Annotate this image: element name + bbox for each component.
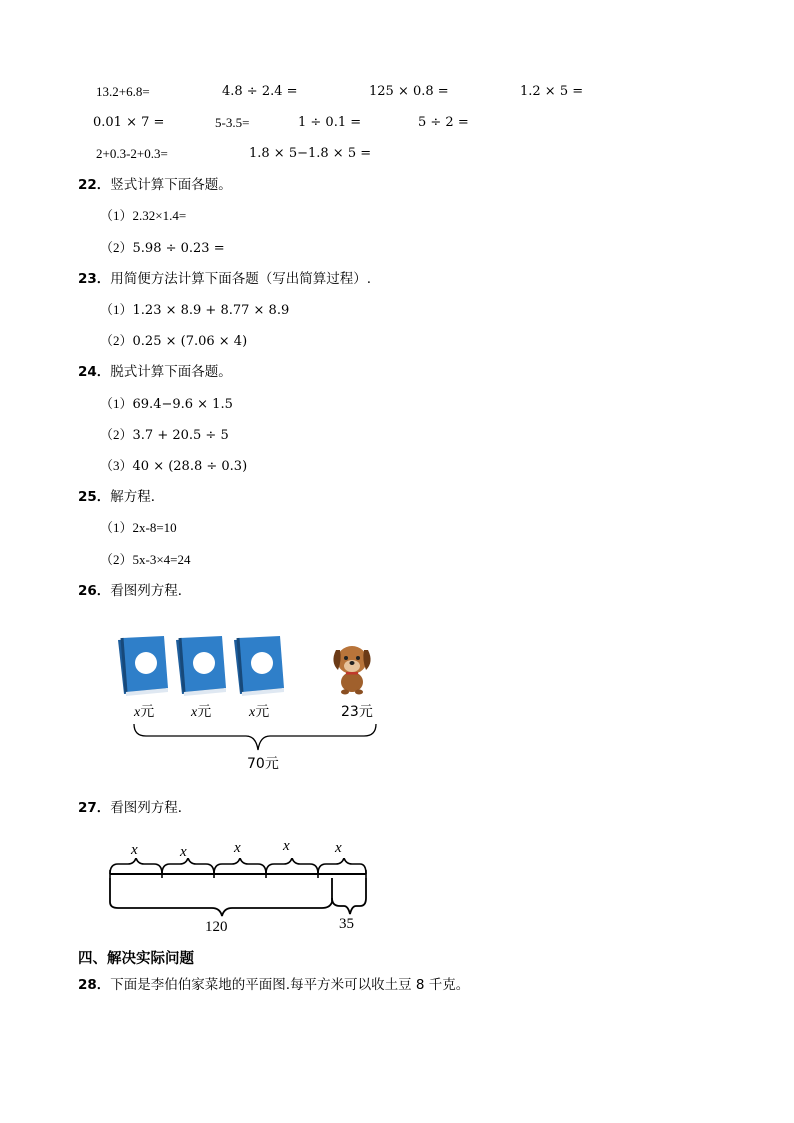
q24-part-3: （3）40 × (28.8 ÷ 0.3) bbox=[100, 458, 248, 474]
q22-part-2: （2）5.98 ÷ 0.23 = bbox=[100, 240, 225, 256]
q23-part-2: （2）0.25 × (7.06 × 4) bbox=[100, 333, 248, 349]
segment-diagram bbox=[104, 858, 374, 920]
question-26: 26．看图列方程． bbox=[78, 583, 192, 599]
book-icon bbox=[176, 636, 226, 696]
total-brace bbox=[128, 722, 383, 756]
book-icon bbox=[234, 636, 284, 696]
books-and-dog-figure bbox=[110, 632, 390, 712]
exercise-3: 125 × 0.8 = bbox=[369, 84, 449, 99]
dog-price-label: 23元 bbox=[341, 704, 373, 720]
book-price-label: x元 bbox=[249, 704, 270, 720]
segment-label: x bbox=[234, 840, 241, 856]
q25-part-2: （2）5x-3×4=24 bbox=[100, 552, 191, 567]
question-number: 22． bbox=[78, 177, 111, 193]
segment-label: x bbox=[180, 844, 187, 860]
question-28: 28．下面是李伯伯家菜地的平面图.每平方米可以收土豆 8 千克。 bbox=[78, 977, 470, 993]
segment-label: x bbox=[131, 842, 138, 858]
exercise-8: 5 ÷ 2 = bbox=[418, 115, 469, 130]
q22-part-1: （1）2.32×1.4= bbox=[100, 208, 187, 223]
exercise-7: 1 ÷ 0.1 = bbox=[298, 115, 362, 130]
exercise-10: 1.8 × 5−1.8 × 5 = bbox=[249, 146, 372, 161]
book-price-label: x元 bbox=[191, 704, 212, 720]
exercise-6: 5-3.5= bbox=[215, 115, 250, 130]
book-price-label: x元 bbox=[134, 704, 155, 720]
question-24: 24．脱式计算下面各题。 bbox=[78, 364, 232, 380]
question-27: 27．看图列方程． bbox=[78, 800, 192, 816]
book-icon bbox=[118, 636, 168, 696]
exercise-4: 1.2 × 5 = bbox=[520, 84, 584, 99]
part-length-label: 35 bbox=[339, 916, 354, 932]
question-22 bbox=[78, 177, 232, 193]
q25-part-1: （1）2x-8=10 bbox=[100, 520, 177, 535]
question-25: 25．解方程． bbox=[78, 489, 165, 505]
dog-icon bbox=[333, 646, 370, 695]
question-23: 23．用简便方法计算下面各题（写出简算过程）. bbox=[78, 271, 372, 287]
exercise-2: 4.8 ÷ 2.4 = bbox=[222, 84, 298, 99]
q24-part-2: （2）3.7 + 20.5 ÷ 5 bbox=[100, 427, 229, 443]
segment-label: x bbox=[335, 840, 342, 856]
question-text: 竖式计算下面各题。 bbox=[110, 177, 232, 193]
q23-part-1: （1）1.23 × 8.9 + 8.77 × 8.9 bbox=[100, 302, 290, 318]
exercise-9: 2+0.3-2+0.3= bbox=[96, 146, 168, 161]
section-heading: 四、解决实际问题 bbox=[78, 951, 194, 967]
exercise-5: 0.01 × 7 = bbox=[93, 115, 165, 130]
segment-label: x bbox=[283, 838, 290, 854]
total-price-label: 70元 bbox=[247, 756, 279, 772]
total-length-label: 120 bbox=[205, 919, 228, 935]
q24-part-1: （1）69.4−9.6 × 1.5 bbox=[100, 396, 233, 412]
exercise-1: 13.2+6.8= bbox=[96, 84, 150, 99]
